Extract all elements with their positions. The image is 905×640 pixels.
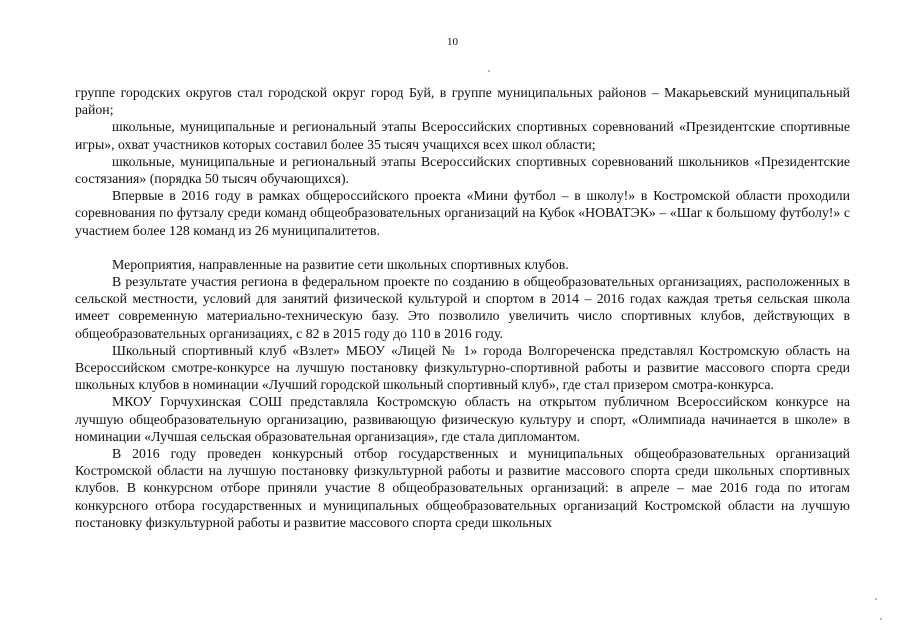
page-number: 10 <box>447 36 458 48</box>
paragraph-1: группе городских округов стал городской округ город Буй, в группе муниципальных районов – Макарьевский муниципальный район; <box>75 85 850 118</box>
document-body <box>75 84 850 531</box>
paragraph-8: МКОУ Горчухинская СОШ представляла Костромскую область на открытом публичном Всероссийском конкурсе на лучшую общеобразовательную организацию, развивающую физическую культуру и спорт, «Олимпиада начинается в школе» в номинации «Лучшая сельская образовательная организация», где стала дипломантом. <box>75 394 850 444</box>
scan-speck <box>875 598 877 600</box>
paragraph-7: Школьный спортивный клуб «Взлет» МБОУ «Лицей № 1» города Волгореченска представлял Костромскую область на Всероссийском смотре-конкурсе на лучшую постановку физкультурно-спортивной работы и развитие массового спорта среди школьных клубов в номинации «Лучший городской школьный спортивный клуб», где стал призером смотра-конкурса. <box>75 342 850 393</box>
paragraph-2: школьные, муниципальные и региональный этапы Всероссийских спортивных соревнований «Президентские спортивные игры», охват участников которых составил более 35 тысяч учащихся всех школ области; <box>75 119 850 152</box>
paragraph-6: В результате участия региона в федеральном проекте по созданию в общеобразовательных организациях, расположенных в сельской местности, условий для занятий физической культурой и спортом в 2014 – 2016 годах каждая третья сельская школа имеет современную материально-техническую базу. Это позволило увеличить число спортивных клубов, действующих в общеобразовательных организациях, с 82 в 2015 году до 110 в 2016 году. <box>75 274 850 341</box>
paragraph-5: Мероприятия, направленные на развитие сети школьных спортивных клубов. <box>112 256 569 272</box>
paragraph-9: В 2016 году проведен конкурсный отбор государственных и муниципальных общеобразовательных организаций Костромской области на лучшую постановку физкультурной работы и развитие массового спорта среди школьных спортивных клубов. В конкурсном отборе приняли участие 8 общеобразовательных организаций: в апреле – мае 2016 года по итогам конкурсного отбора государственных и муниципальных общеобразовательных организаций Костромской области на лучшую постановку физкультурной работы и развитие массового спорта среди школьных <box>75 446 850 530</box>
scan-speck <box>488 70 490 72</box>
paragraph-4: Впервые в 2016 году в рамках общероссийского проекта «Мини футбол – в школу!» в Костромской области проходили соревнования по футзалу среди команд общеобразовательных организаций на Кубок «НОВАТЭК» – «Шаг к большому футболу!» с участием более 128 команд из 26 муниципалитетов. <box>75 188 850 238</box>
scan-speck <box>880 618 882 620</box>
paragraph-3: школьные, муниципальные и региональный этапы Всероссийских спортивных соревнований школьников «Президентские состязания» (порядка 50 тысяч обучающихся). <box>75 153 850 187</box>
